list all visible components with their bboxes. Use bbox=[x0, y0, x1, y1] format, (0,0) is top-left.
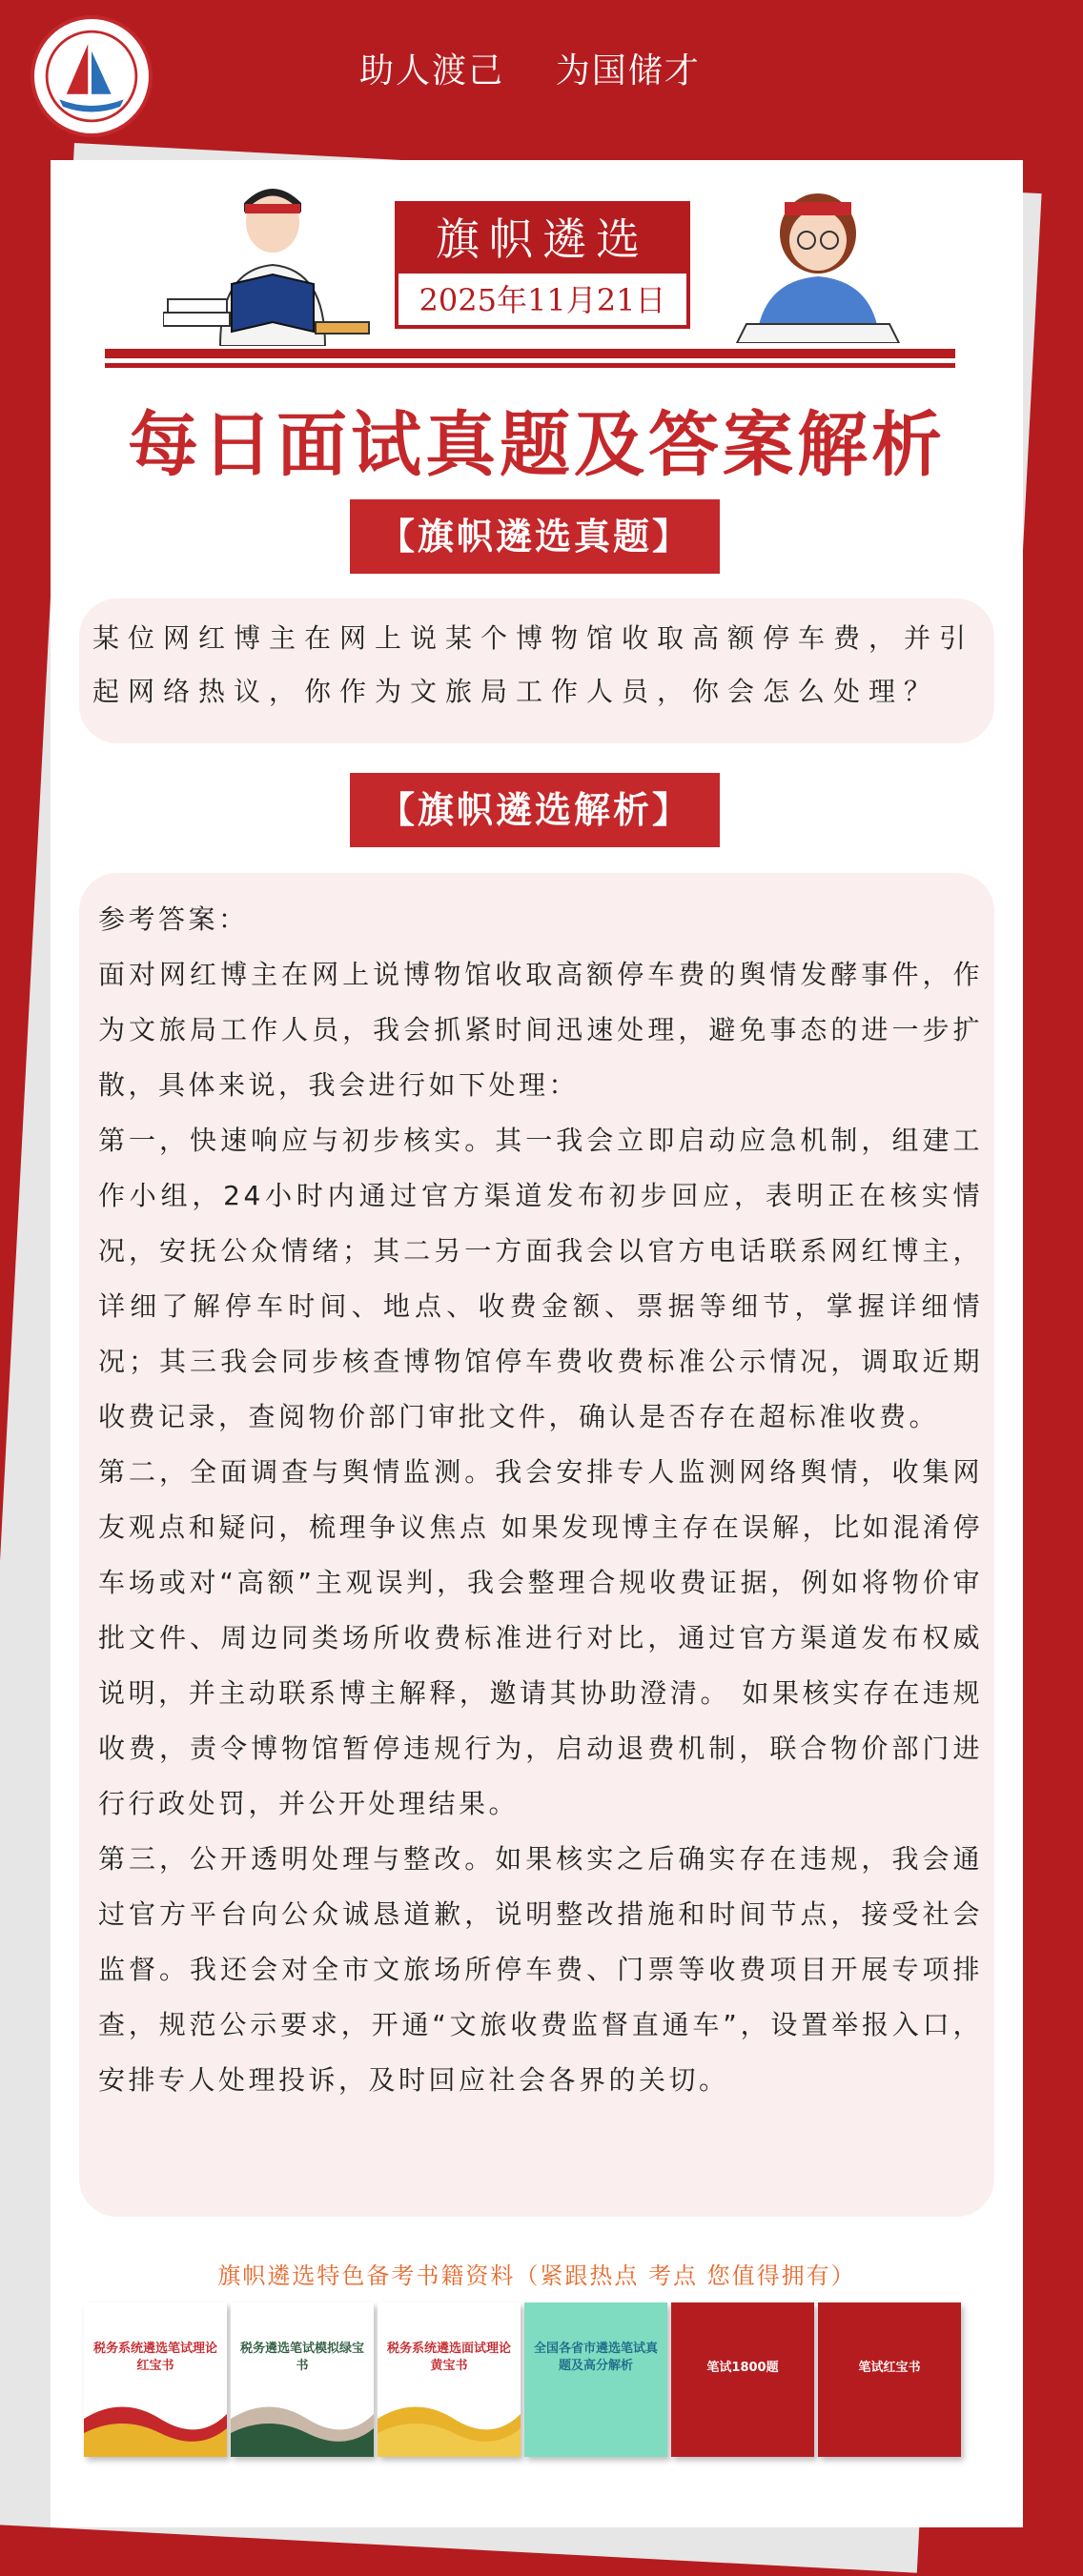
page-headline: 每日面试真题及答案解析 bbox=[128, 404, 946, 486]
answer-paragraph: 面对网红博主在网上说博物馆收取高额停车费的舆情发酵事件，作为文旅局工作人员，我会抓紧时间迅速处理，避免事态的进一步扩散，具体来说，我会进行如下处理： bbox=[98, 959, 983, 1101]
slogan: 助人渡己 为国储才 bbox=[359, 51, 701, 91]
brand-logo bbox=[31, 15, 153, 137]
book-cover bbox=[818, 2302, 961, 2457]
poster-paper bbox=[51, 160, 1023, 2527]
sailboat-logo-icon bbox=[34, 19, 149, 133]
question-section-label: 【旗帜遴选真题】 bbox=[350, 499, 720, 574]
answer-paragraph: 参考答案： bbox=[98, 903, 249, 935]
book-cover bbox=[378, 2302, 521, 2457]
answer-text bbox=[98, 892, 983, 2108]
book-cover bbox=[671, 2302, 814, 2457]
book-wave-icon bbox=[231, 2390, 374, 2457]
answer-section-label: 【旗帜遴选解析】 bbox=[350, 773, 720, 847]
reading-boy-illustration-icon bbox=[163, 179, 373, 346]
book-title: 税务系统遴选笔试理论红宝书 bbox=[92, 2342, 217, 2373]
book-title: 笔试红宝书 bbox=[858, 2361, 921, 2375]
book-title: 全国各省市遴选笔试真题及高分解析 bbox=[533, 2342, 658, 2373]
book-title: 笔试1800题 bbox=[706, 2361, 779, 2375]
answer-box bbox=[79, 873, 994, 2217]
book-wave-icon bbox=[378, 2390, 521, 2457]
studying-girl-illustration-icon bbox=[708, 181, 928, 343]
question-box bbox=[79, 598, 994, 743]
book-cover bbox=[524, 2302, 667, 2457]
brand-title: 旗帜遴选 bbox=[398, 205, 686, 274]
answer-paragraph: 第二，全面调查与舆情监测。我会安排专人监测网络舆情，收集网友观点和疑问，梳理争议焦点 如果发现博主存在误解，比如混淆停车场或对“高额”主观误判，我会整理合规收费证据，例如将物价审批文件、周边同类场所收费标准进行对比，通过官方渠道发布权威说明，并主动联系博主解释，邀请其协助澄清。 如果核实存在违规收费，责令博物馆暂停违规行为，启动退费机制，联合物价部门进行行政处罚，并公开处理结果。 bbox=[98, 1456, 983, 1819]
issue-date: 2025年11月21日 bbox=[419, 282, 666, 318]
book-cover bbox=[84, 2302, 227, 2457]
divider-thick bbox=[105, 349, 955, 358]
answer-paragraph: 第三，公开透明处理与整改。如果核实之后确实存在违规，我会通过官方平台向公众诚恳道歉，说明整改措施和时间节点，接受社会监督。我还会对全市文旅场所停车费、门票等收费项目开展专项排查，规范公示要求，开通“文旅收费监督直通车”，设置举报入口，安排专人处理投诉，及时回应社会各界的关切。 bbox=[98, 1843, 983, 2096]
book-list bbox=[84, 2302, 990, 2464]
title-box bbox=[395, 201, 690, 329]
book-title: 税务遴选笔试模拟绿宝书 bbox=[239, 2342, 364, 2373]
question-text: 某位网红博主在网上说某个博物馆收取高额停车费，并引起网络热议，你作为文旅局工作人员，你会怎么处理？ bbox=[92, 622, 975, 707]
top-bar bbox=[0, 0, 1083, 143]
book-title: 税务系统遴选面试理论黄宝书 bbox=[386, 2342, 511, 2373]
answer-paragraph: 第一，快速响应与初步核实。其一我会立即启动应急机制，组建工作小组，24小时内通过官方渠道发布初步回应，表明正在核实情况，安抚公众情绪；其二另一方面我会以官方电话联系网红博主，详细了解停车时间、地点、收费金额、票据等细节，掌握详细情况；其三我会同步核查博物馆停车费收费标准公示情况，调取近期收费记录，查阅物价部门审批文件，确认是否存在超标准收费。 bbox=[98, 1125, 983, 1432]
book-wave-icon bbox=[84, 2390, 227, 2457]
book-cover bbox=[231, 2302, 374, 2457]
books-caption: 旗帜遴选特色备考书籍资料（紧跟热点 考点 您值得拥有） bbox=[217, 2262, 856, 2289]
divider-thin bbox=[105, 363, 955, 368]
